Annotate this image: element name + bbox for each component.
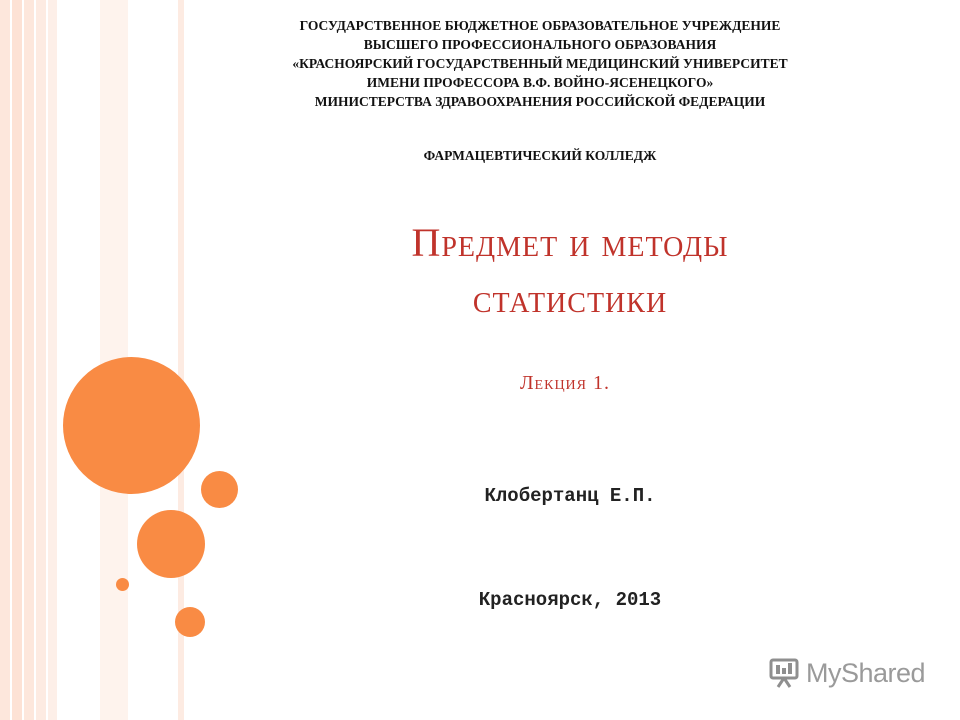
presentation-board-icon bbox=[768, 657, 800, 689]
decor-circle bbox=[137, 510, 205, 578]
author-name: Клобертанц Е.П. bbox=[484, 485, 656, 507]
decor-stripe bbox=[36, 0, 46, 720]
college-name: ФАРМАЦЕВТИЧЕСКИЙ КОЛЛЕДЖ bbox=[423, 148, 657, 163]
header-line: ВЫСШЕГО ПРОФЕССИОНАЛЬНОГО ОБРАЗОВАНИЯ bbox=[363, 37, 717, 52]
decor-stripe bbox=[0, 0, 10, 720]
slide-title bbox=[260, 215, 880, 327]
slide-title-line: статистики bbox=[472, 276, 668, 321]
watermark bbox=[768, 655, 925, 691]
header-line: «КРАСНОЯРСКИЙ ГОСУДАРСТВЕННЫЙ МЕДИЦИНСКИЙ УНИВЕРСИТЕТ bbox=[292, 56, 788, 71]
watermark-text: MyShared bbox=[806, 657, 926, 688]
decor-stripe bbox=[12, 0, 22, 720]
header-line: МИНИСТЕРСТВА ЗДРАВООХРАНЕНИЯ РОССИЙСКОЙ ФЕДЕРАЦИИ bbox=[314, 94, 766, 109]
decor-stripe bbox=[48, 0, 57, 720]
decor-circle bbox=[63, 357, 200, 494]
lecture-label: Лекция 1. bbox=[519, 372, 610, 394]
city-year: Красноярск, 2013 bbox=[478, 589, 662, 611]
slide-title-line: Предмет и методы bbox=[411, 220, 729, 265]
decor-circle bbox=[116, 578, 129, 591]
institution-header bbox=[200, 16, 880, 111]
header-line: ИМЕНИ ПРОФЕССОРА В.Ф. ВОЙНО-ЯСЕНЕЦКОГО» bbox=[366, 75, 714, 90]
decor-circle bbox=[201, 471, 238, 508]
decor-stripe bbox=[24, 0, 34, 720]
header-line: ГОСУДАРСТВЕННОЕ БЮДЖЕТНОЕ ОБРАЗОВАТЕЛЬНОЕ УЧРЕЖДЕНИЕ bbox=[299, 18, 781, 33]
decor-circle bbox=[175, 607, 205, 637]
